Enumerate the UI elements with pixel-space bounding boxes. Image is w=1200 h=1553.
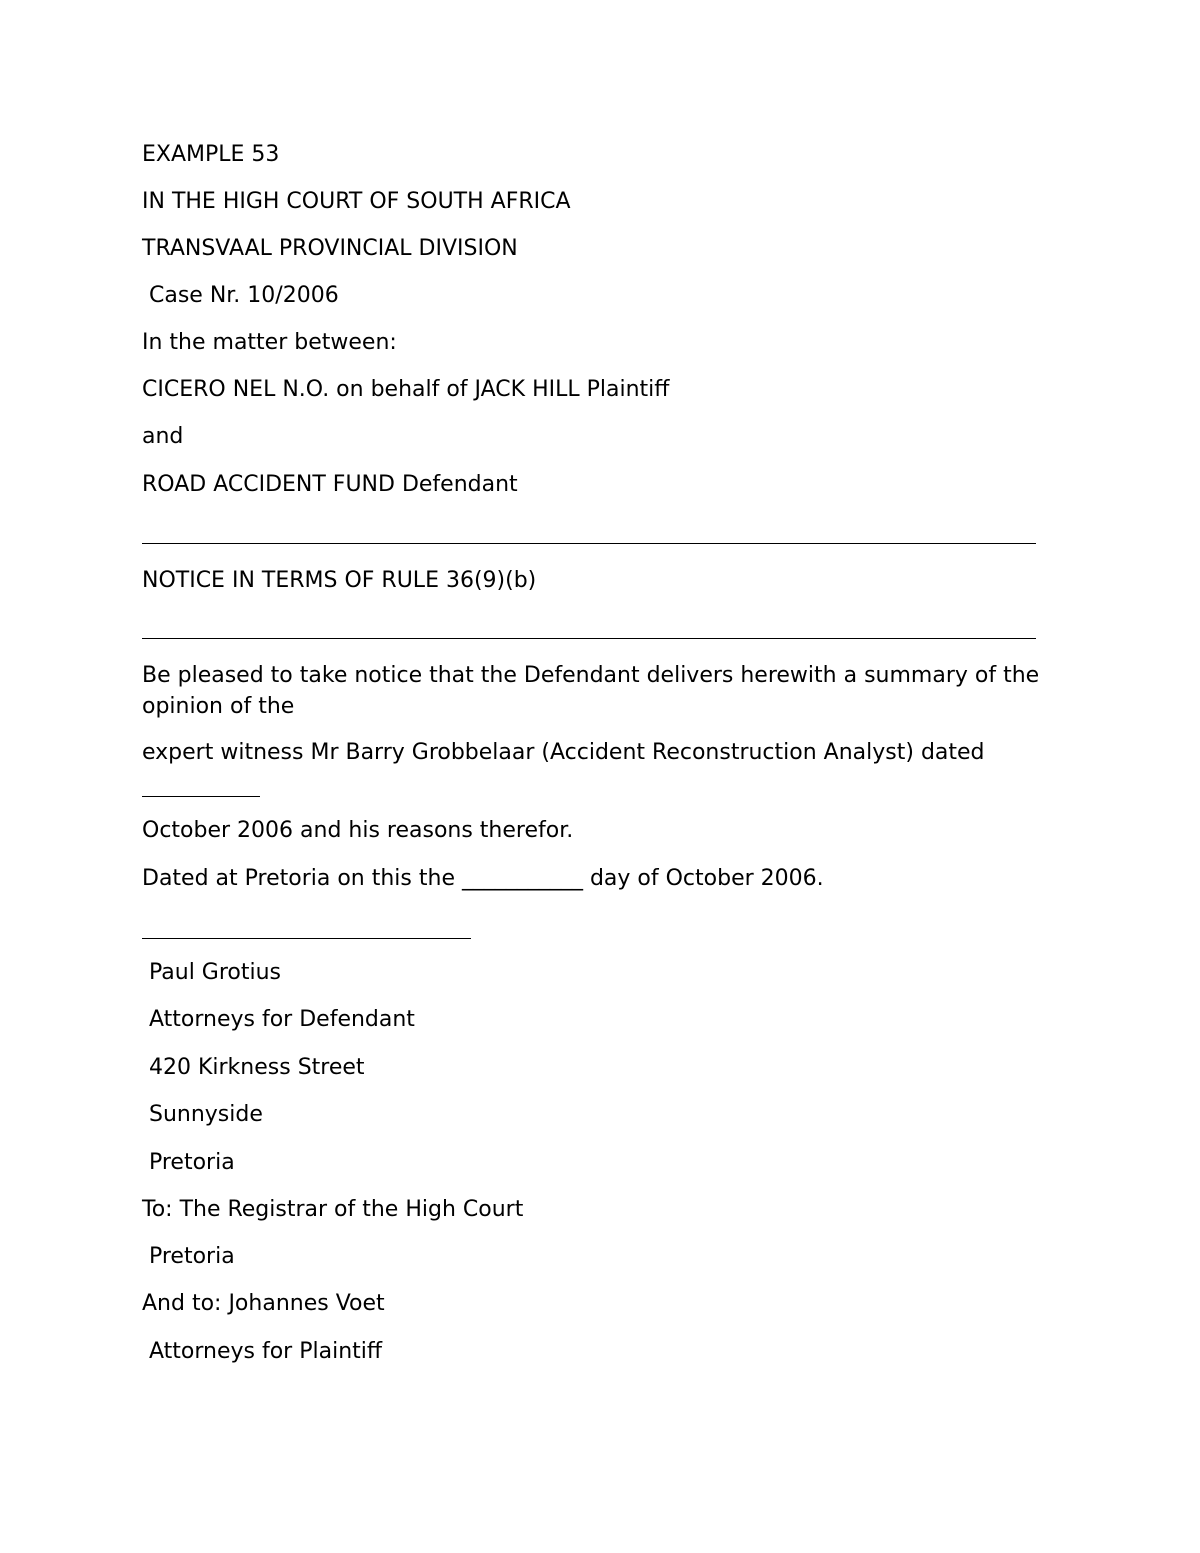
court-division: TRANSVAAL PROVINCIAL DIVISION [142, 236, 518, 261]
dated-line: Dated at Pretoria on this the ___________ day of October 2006. [142, 866, 824, 891]
and-to-role: Attorneys for Plaintiff [142, 1339, 383, 1364]
signatory-street: 420 Kirkness Street [142, 1055, 365, 1080]
signatory-name: Paul Grotius [142, 960, 282, 985]
divider-top [142, 543, 1036, 544]
signatory-suburb: Sunnyside [142, 1102, 263, 1127]
signature-line [142, 938, 471, 939]
notice-title: NOTICE IN TERMS OF RULE 36(9)(b) [142, 568, 537, 593]
body-paragraph-1: Be pleased to take notice that the Defendant delivers herewith a summary of the opinion of the [142, 663, 1040, 719]
example-label: EXAMPLE 53 [142, 142, 280, 167]
court-name: IN THE HIGH COURT OF SOUTH AFRICA [142, 189, 571, 214]
matter-intro: In the matter between: [142, 330, 397, 355]
divider-bottom [142, 638, 1036, 639]
signatory-role: Attorneys for Defendant [142, 1007, 415, 1032]
defendant-line: ROAD ACCIDENT FUND Defendant [142, 472, 518, 497]
and-separator: and [142, 424, 184, 449]
to-registrar: To: The Registrar of the High Court [142, 1197, 524, 1222]
and-to-recipient: And to: Johannes Voet [142, 1291, 385, 1316]
body-paragraph-3: October 2006 and his reasons therefor. [142, 818, 574, 843]
case-number: Case Nr. 10/2006 [142, 283, 339, 308]
body-paragraph-2: expert witness Mr Barry Grobbelaar (Accident Reconstruction Analyst) dated [142, 740, 985, 765]
date-blank-line [142, 796, 260, 797]
plaintiff-line: CICERO NEL N.O. on behalf of JACK HILL Plaintiff [142, 377, 670, 402]
to-registrar-city: Pretoria [142, 1244, 235, 1269]
signatory-city: Pretoria [142, 1150, 235, 1175]
